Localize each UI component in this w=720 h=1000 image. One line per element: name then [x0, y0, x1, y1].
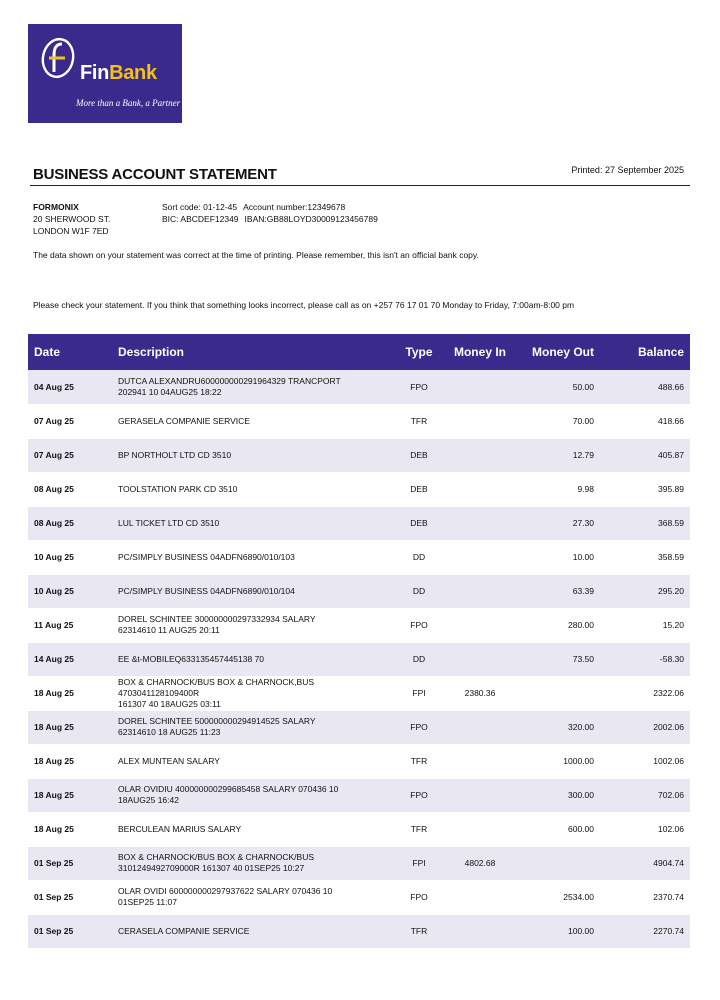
cell-balance: 702.06: [608, 778, 690, 812]
address-line-1: 20 SHERWOOD ST.: [33, 214, 111, 224]
cell-description: [114, 744, 396, 778]
cell-money-out: 73.50: [518, 642, 608, 676]
cell-type: DEB: [396, 472, 442, 506]
description-line-2: 3101249492709000R 161307 40 01SEP25 10:27: [118, 863, 305, 873]
cell-money-out: 320.00: [518, 710, 608, 744]
cell-balance: 405.87: [608, 438, 690, 472]
cell-type: FPO: [396, 370, 442, 404]
cell-type: DD: [396, 540, 442, 574]
account-number: Account number:12349678: [243, 202, 346, 212]
sort-code: Sort code: 01-12-45: [162, 202, 238, 212]
bank-logo: [28, 24, 182, 123]
cell-balance: 295.20: [608, 574, 690, 608]
description-line-1: DOREL SCHINTEE 300000000297332934 SALARY: [118, 614, 316, 624]
cell-date: 07 Aug 25: [28, 438, 114, 472]
description-line-2: 62314610 11 AUG25 20:11: [118, 625, 220, 635]
cell-money-in: [442, 540, 518, 574]
cell-date: 18 Aug 25: [28, 744, 114, 778]
cell-date: 04 Aug 25: [28, 370, 114, 404]
cell-balance: 15.20: [608, 608, 690, 642]
cell-description: [114, 642, 396, 676]
printed-date: Printed: 27 September 2025: [571, 165, 684, 175]
cell-money-out: 50.00: [518, 370, 608, 404]
description-line-1: OLAR OVIDIU 400000000299685458 SALARY 070436 10: [118, 784, 339, 794]
description-line-1: BOX & CHARNOCK/BUS BOX & CHARNOCK/BUS: [118, 852, 315, 862]
cell-money-out: 2534.00: [518, 880, 608, 914]
cell-money-out: 280.00: [518, 608, 608, 642]
cell-date: 08 Aug 25: [28, 472, 114, 506]
cell-type: TFR: [396, 744, 442, 778]
cell-money-in: [442, 370, 518, 404]
table-row: [28, 574, 690, 608]
cell-description: [114, 472, 396, 506]
cell-type: TFR: [396, 812, 442, 846]
header-money-out: Money Out: [532, 345, 594, 359]
contact-notice: Please check your statement. If you think that something looks incorrect, please call as on +257 76 17 01 70 Monday to Friday, 7:00am-8:00 pm: [33, 300, 575, 310]
header-date: Date: [34, 345, 61, 359]
description-line-2: 161307 40 18AUG25 03:11: [118, 698, 221, 709]
cell-balance: 1002.06: [608, 744, 690, 778]
table-row: [28, 608, 690, 642]
cell-money-in: [442, 472, 518, 506]
iban: IBAN:GB88LOYD30009123456789: [244, 214, 378, 224]
description-line-2: 202941 10 04AUG25 18:22: [118, 386, 222, 397]
cell-type: FPO: [396, 880, 442, 914]
cell-balance: 4904.74: [608, 846, 690, 880]
cell-description: [114, 880, 396, 914]
cell-money-in: [442, 778, 518, 812]
cell-balance: 2322.06: [608, 676, 690, 710]
table-row: [28, 846, 690, 880]
cell-money-in: [442, 506, 518, 540]
cell-description: [114, 370, 396, 404]
cell-balance: 395.89: [608, 472, 690, 506]
description-line-1: EE &t-MOBILEQ633135457445138 70: [118, 653, 265, 664]
table-row: [28, 438, 690, 472]
cell-money-in: [442, 608, 518, 642]
cell-description: [114, 574, 396, 608]
table-row: [28, 642, 690, 676]
description-line-2: 01SEP25 11:07: [118, 897, 177, 907]
cell-date: 01 Sep 25: [28, 880, 114, 914]
cell-money-out: 70.00: [518, 404, 608, 438]
cell-money-out: [518, 676, 608, 710]
table-row: [28, 676, 690, 710]
cell-money-out: 1000.00: [518, 744, 608, 778]
cell-money-in: 4802.68: [442, 846, 518, 880]
description-line-1: TOOLSTATION PARK CD 3510: [118, 483, 238, 494]
account-details: [162, 201, 384, 225]
bic-code: BIC: ABCDEF12349: [162, 214, 239, 224]
transactions-table: [28, 334, 690, 949]
cell-money-out: 9.98: [518, 472, 608, 506]
cell-money-out: 300.00: [518, 778, 608, 812]
customer-address: [33, 201, 110, 237]
bank-name: FinBank: [80, 62, 157, 84]
bank-tagline: More than a Bank, a Partner: [76, 98, 181, 108]
table-row: [28, 880, 690, 914]
cell-date: 08 Aug 25: [28, 506, 114, 540]
cell-date: 18 Aug 25: [28, 710, 114, 744]
cell-date: 01 Sep 25: [28, 846, 114, 880]
cell-money-in: [442, 710, 518, 744]
cell-description: [114, 438, 396, 472]
description-line-2: 62314610 18 AUG25 11:23: [118, 727, 221, 737]
header-money-in: Money In: [453, 345, 506, 359]
cell-date: 18 Aug 25: [28, 778, 114, 812]
description-line-1: DUTCA ALEXANDRU600000000291964329 TRANCPORT: [118, 375, 341, 386]
table-row: [28, 370, 690, 404]
description-line-1: PC/SIMPLY BUSINESS 04ADFN6890/010/104: [118, 585, 295, 596]
cell-money-in: [442, 812, 518, 846]
cell-money-in: [442, 404, 518, 438]
cell-date: 07 Aug 25: [28, 404, 114, 438]
cell-money-in: 2380.36: [442, 676, 518, 710]
cell-money-out: 12.79: [518, 438, 608, 472]
cell-date: 10 Aug 25: [28, 574, 114, 608]
cell-money-in: [442, 744, 518, 778]
cell-balance: 2002.06: [608, 710, 690, 744]
table-header-row: [28, 334, 690, 370]
table-row: [28, 914, 690, 948]
header-type: Type: [405, 345, 433, 359]
cell-date: 14 Aug 25: [28, 642, 114, 676]
cell-type: FPO: [396, 710, 442, 744]
cell-description: [114, 608, 396, 642]
table-row: [28, 710, 690, 744]
description-line-2: 18AUG25 16:42: [118, 795, 179, 805]
cell-money-out: 63.39: [518, 574, 608, 608]
cell-balance: 2370.74: [608, 880, 690, 914]
cell-money-in: [442, 914, 518, 948]
cell-description: [114, 710, 396, 744]
cell-money-out: 27.30: [518, 506, 608, 540]
description-line-1: OLAR OVIDI 600000000297937622 SALARY 070436 10: [118, 886, 333, 896]
cell-description: [114, 540, 396, 574]
cell-description: [114, 914, 396, 948]
cell-type: DD: [396, 642, 442, 676]
description-line-1: CERASELA COMPANIE SERVICE: [118, 925, 250, 936]
table-row: [28, 506, 690, 540]
cell-date: 01 Sep 25: [28, 914, 114, 948]
cell-date: 18 Aug 25: [28, 812, 114, 846]
cell-balance: 2270.74: [608, 914, 690, 948]
header-description: Description: [118, 345, 185, 359]
cell-money-in: [442, 438, 518, 472]
address-line-2: LONDON W1F 7ED: [33, 226, 109, 236]
cell-description: [114, 812, 396, 846]
cell-description: [114, 676, 396, 710]
cell-type: DEB: [396, 438, 442, 472]
cell-money-out: 600.00: [518, 812, 608, 846]
header-balance: Balance: [637, 345, 684, 359]
cell-money-out: 10.00: [518, 540, 608, 574]
cell-money-out: 100.00: [518, 914, 608, 948]
cell-type: FPI: [396, 676, 442, 710]
cell-money-in: [442, 642, 518, 676]
cell-description: [114, 778, 396, 812]
cell-balance: 358.59: [608, 540, 690, 574]
description-line-1: LUL TICKET LTD CD 3510: [118, 517, 220, 528]
cell-type: DD: [396, 574, 442, 608]
cell-money-out: [518, 846, 608, 880]
title-divider: [30, 185, 690, 186]
cell-balance: 368.59: [608, 506, 690, 540]
table-row: [28, 778, 690, 812]
description-line-1: BP NORTHOLT LTD CD 3510: [118, 449, 232, 460]
accuracy-notice: The data shown on your statement was correct at the time of printing. Please remember, this isn't an official bank copy.: [33, 250, 479, 260]
cell-balance: 418.66: [608, 404, 690, 438]
company-name: FORMONIX: [33, 202, 79, 212]
page-title: BUSINESS ACCOUNT STATEMENT: [33, 166, 277, 183]
cell-type: DEB: [396, 506, 442, 540]
cell-money-in: [442, 574, 518, 608]
cell-type: FPO: [396, 778, 442, 812]
cell-date: 11 Aug 25: [28, 608, 114, 642]
cell-date: 18 Aug 25: [28, 676, 114, 710]
description-line-1: PC/SIMPLY BUSINESS 04ADFN6890/010/103: [118, 551, 295, 562]
cell-balance: -58.30: [608, 642, 690, 676]
cell-date: 10 Aug 25: [28, 540, 114, 574]
cell-type: TFR: [396, 914, 442, 948]
table-row: [28, 404, 690, 438]
cell-money-in: [442, 880, 518, 914]
table-row: [28, 472, 690, 506]
description-line-1: BOX & CHARNOCK/BUS BOX & CHARNOCK,BUS 4703041128109400R: [118, 676, 315, 698]
description-line-1: ALEX MUNTEAN SALARY: [118, 755, 220, 766]
cell-balance: 102.06: [608, 812, 690, 846]
cell-description: [114, 506, 396, 540]
cell-description: [114, 404, 396, 438]
table-row: [28, 744, 690, 778]
description-line-1: DOREL SCHINTEE 500000000294914525 SALARY: [118, 716, 316, 726]
description-line-1: GERASELA COMPANIE SERVICE: [118, 415, 250, 426]
cell-balance: 488.66: [608, 370, 690, 404]
finbank-emblem-icon: [38, 36, 78, 80]
cell-type: TFR: [396, 404, 442, 438]
cell-type: FPO: [396, 608, 442, 642]
table-row: [28, 540, 690, 574]
table-row: [28, 812, 690, 846]
cell-type: FPI: [396, 846, 442, 880]
description-line-1: BERCULEAN MARIUS SALARY: [118, 823, 242, 834]
cell-description: [114, 846, 396, 880]
